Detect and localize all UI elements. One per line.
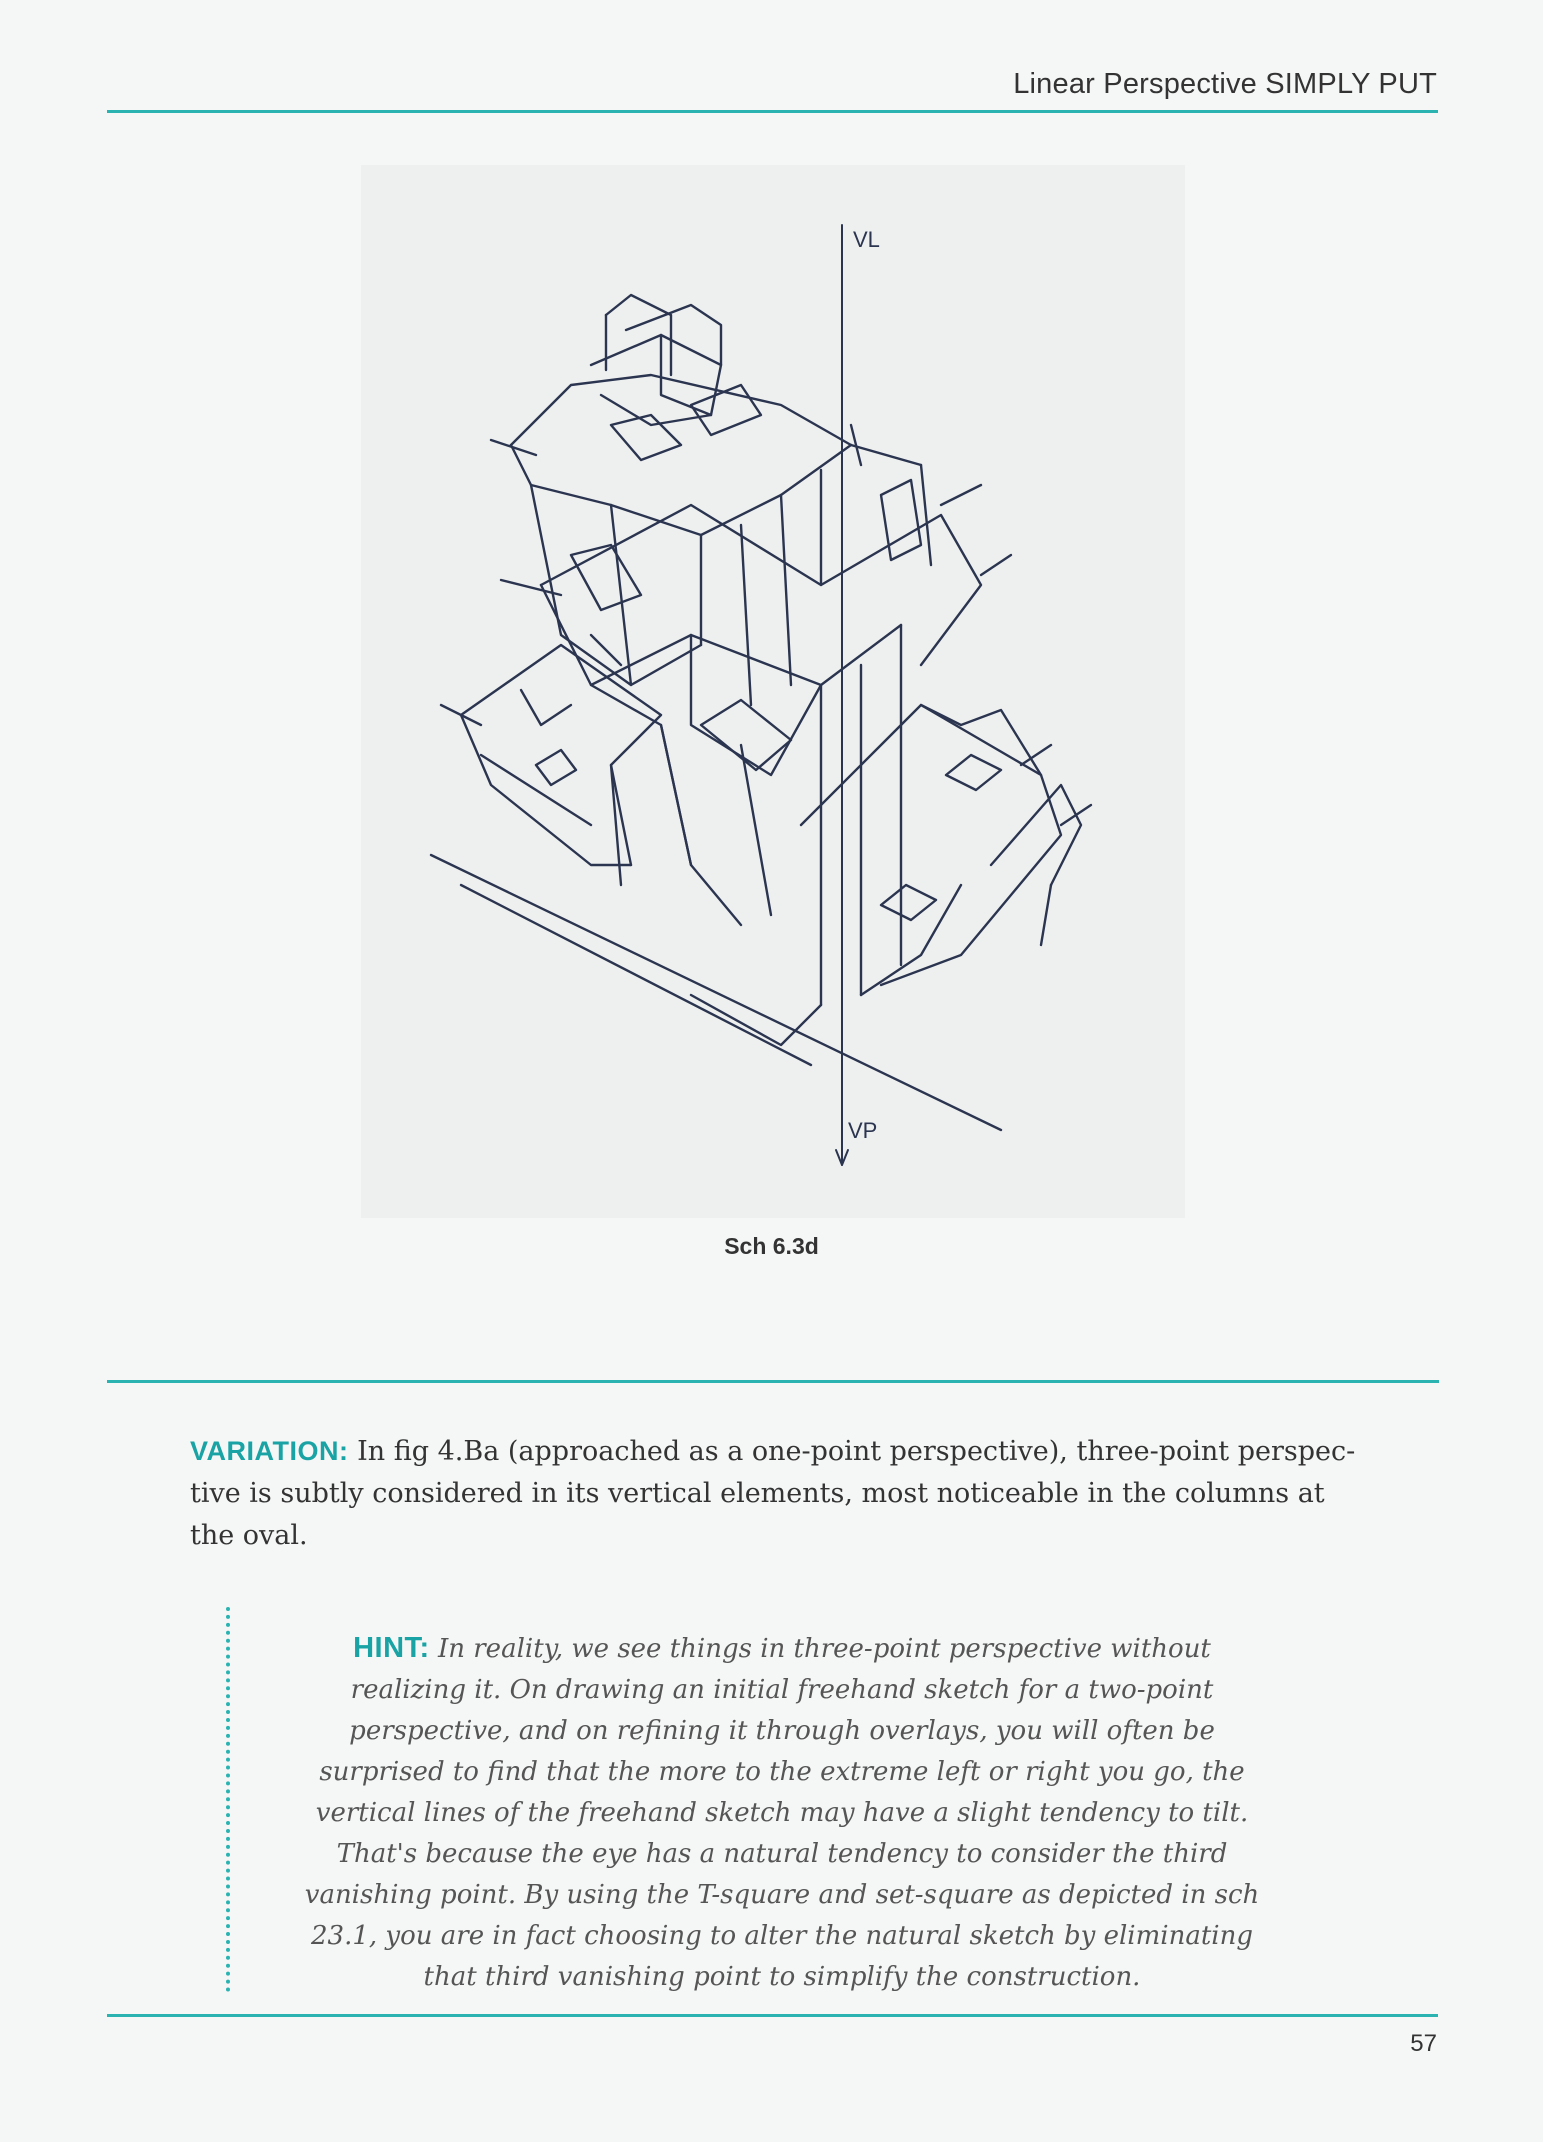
figure-caption: Sch 6.3d [724, 1233, 819, 1259]
footer-rule [107, 2014, 1438, 2017]
hint-label: HINT: [353, 1632, 430, 1664]
figure-sketch [361, 165, 1185, 1218]
vp-label: VP [848, 1118, 878, 1143]
page-number: 57 [1410, 2030, 1437, 2057]
running-head: Linear Perspective SIMPLY PUT [1013, 68, 1437, 100]
vl-label: VL [853, 227, 880, 252]
header-rule [107, 110, 1438, 113]
hint-paragraph [292, 1628, 1272, 1998]
variation-paragraph [190, 1430, 1360, 1557]
perspective-drawing [361, 165, 1185, 1218]
hint-dotted-rule [226, 1607, 230, 1992]
section-rule [107, 1380, 1439, 1383]
variation-text: In fig 4.Ba (approached as a one-point perspective), three-point perspec-tive is subtly considered in its vertical elements, most noticeable in the columns at the oval. [190, 1436, 1356, 1551]
variation-label: VARIATION: [190, 1436, 349, 1466]
hint-text: In reality, we see things in three-point perspective without realizing it. On drawing an initial freehand sketch for a two-point perspective, and on refining it through overlays, you will often be surprised to find that the more to the extreme left or right you go, the vertical lines of the freehand sketch may have a slight tendency to tilt. That's because the eye has a natural tendency to consider the third vanishing point. By using the T-square and set-square as depicted in sch 23.1, you are in fact choosing to alter the natural sketch by eliminating that third vanishing point to simplify the construction. [304, 1634, 1260, 1992]
